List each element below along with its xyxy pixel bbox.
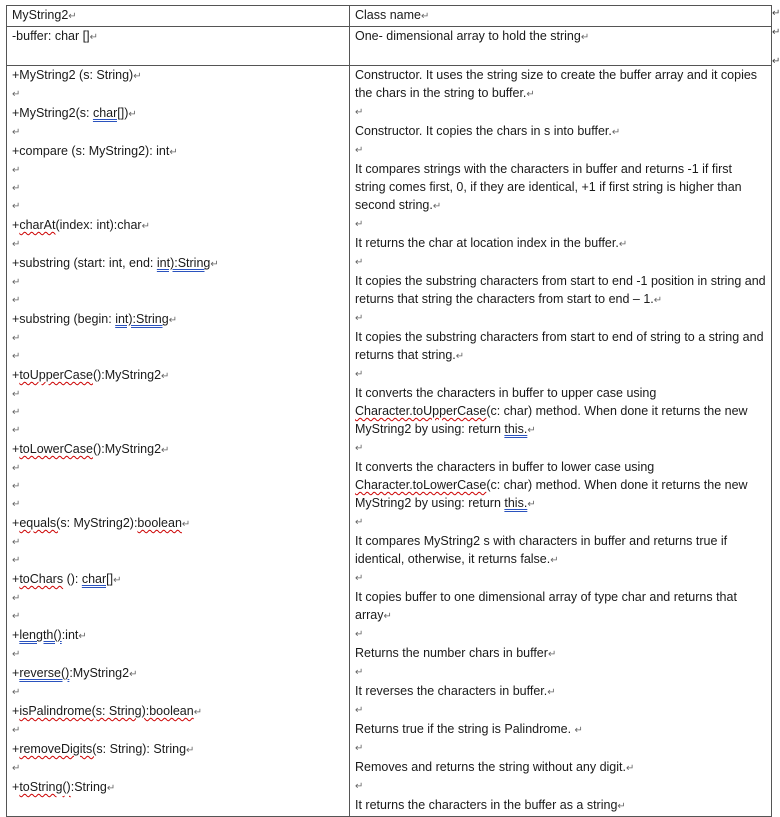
class-title: MyString2 xyxy=(12,8,69,22)
method-description: Constructor. It copies the chars in s into buffer.↵ xyxy=(355,124,621,138)
method-description: It returns the characters in the buffer as a string↵ xyxy=(355,798,626,812)
header-row xyxy=(7,6,772,27)
field-desc-cell: One- dimensional array to hold the string↵ xyxy=(350,27,772,66)
method-description: It copies the substring characters from start to end -1 position in string and returns that string the characters from start to end – 1.↵ xyxy=(355,274,766,306)
field-description: One- dimensional array to hold the string xyxy=(355,29,581,43)
methods-signatures-cell: +MyString2 (s: String)↵ ↵ +MyString2(s: char[])↵ ↵ +compare (s: MyString2): int↵ ↵ ↵ ↵ +charAt(index: int):char↵ ↵ +substring (start: int, end: int):String↵ ↵ ↵ +substring (begin: int):String↵ ↵ ↵ +toUpperCase():MyString2↵ ↵ ↵ ↵ +toLowerCase():MyString2↵ ↵ ↵ ↵ +equals(s: MyString2):boolean↵ ↵ ↵ +toChars (): char[]↵ ↵ ↵ +length():int↵ ↵ +reverse():MyString2↵ ↵ +isPalindrome(s: String):boolean↵ ↵ +removeDigits(s: String): String↵ ↵ +toString():String↵ xyxy=(7,66,350,817)
method-description: It converts the characters in buffer to lower case using Character.toLowerCase(c: char) method. When done it returns the new MyString2 by using: return this.↵ xyxy=(355,460,748,510)
column-title: Class name xyxy=(355,8,421,22)
methods-row xyxy=(7,66,772,817)
method-description: Constructor. It uses the string size to create the buffer array and it copies the chars in the string to buffer.↵ xyxy=(355,68,758,100)
method-description: It converts the characters in buffer to upper case using Character.toUpperCase(c: char) method. When done it returns the new MyString2 by using: return this.↵ xyxy=(355,386,748,436)
methods-descriptions-cell: Constructor. It uses the string size to create the buffer array and it copies the chars in the string to buffer.↵ ↵ Constructor. It copies the chars in s into buffer.↵ ↵ It compares strings with the characters in buffer and returns -1 if first string comes first, 0, if they are identical, +1 if first string is higher than second string.↵ ↵ It returns the char at location index in the buffer.↵ ↵ It copies the substring characters from start to end -1 position in string and returns that string the characters from start to end – 1.↵ ↵ It copies the substring characters from start to end of string to a string and returns that string.↵ ↵ It converts the characters in buffer to upper case using Character.toUpperCase(c: char) method. When done it returns the new MyString2 by using: return this.↵ ↵ It converts the characters in buffer to lower case using Character.toLowerCase(c: char) method. When done it returns the new MyString2 by using: return this.↵ ↵ It compares MyString2 s with characters in buffer and returns true if identical, otherwise, it returns false.↵ ↵ It copies buffer to one dimensional array of type char and returns that array↵ ↵ Returns the number chars in buffer↵ ↵ It reverses the characters in buffer.↵ ↵ Returns true if the string is Palindrome. ↵ ↵ Removes and returns the string without any digit.↵ ↵ It returns the characters in the buffer as a string↵ xyxy=(350,66,772,817)
field-row xyxy=(7,27,772,66)
method-description: It compares strings with the characters in buffer and returns -1 if first string comes first, 0, if they are identical, +1 if first string is higher than second string.↵ xyxy=(355,162,742,212)
row-end-mark: ↵ xyxy=(772,27,780,38)
method-signature: +length():int↵ xyxy=(12,628,87,642)
method-signature: +toLowerCase():MyString2↵ xyxy=(12,442,170,456)
method-signature: +toChars (): char[]↵ xyxy=(12,572,122,586)
method-description: Removes and returns the string without any digit.↵ xyxy=(355,760,635,774)
method-signature: +compare (s: MyString2): int↵ xyxy=(12,144,178,158)
method-signature: +reverse():MyString2↵ xyxy=(12,666,138,680)
method-description: It reverses the characters in buffer.↵ xyxy=(355,684,556,698)
row-end-mark: ↵ xyxy=(772,56,780,67)
method-description: It copies buffer to one dimensional array of type char and returns that array↵ xyxy=(355,590,737,622)
method-description: Returns true if the string is Palindrome. ↵ xyxy=(355,722,583,736)
method-signature: +equals(s: MyString2):boolean↵ xyxy=(12,516,191,530)
method-description: It compares MyString2 s with characters in buffer and returns true if identical, otherwise, it returns false.↵ xyxy=(355,534,728,566)
method-signature: +charAt(index: int):char↵ xyxy=(12,218,150,232)
method-description: It copies the substring characters from start to end of string to a string and returns that string.↵ xyxy=(355,330,764,362)
method-signature: +substring (start: int, end: int):String↵ xyxy=(12,256,219,270)
uml-class-table xyxy=(6,5,772,817)
method-signature: +removeDigits(s: String): String↵ xyxy=(12,742,195,756)
method-description: Returns the number chars in buffer↵ xyxy=(355,646,557,660)
method-signature: +MyString2(s: char[])↵ xyxy=(12,106,137,120)
column-title-cell: Class name↵ xyxy=(350,6,772,27)
method-signature: +toString():String↵ xyxy=(12,780,116,794)
row-end-mark: ↵ xyxy=(772,8,780,19)
method-signature: +MyString2 (s: String)↵ xyxy=(12,68,142,82)
method-signature: +toUpperCase():MyString2↵ xyxy=(12,368,170,382)
method-description: It returns the char at location index in the buffer.↵ xyxy=(355,236,628,250)
method-signature: +isPalindrome(s: String):boolean↵ xyxy=(12,704,203,718)
method-signature: +substring (begin: int):String↵ xyxy=(12,312,178,326)
class-title-cell: MyString2↵ xyxy=(7,6,350,27)
field-signature: -buffer: char [] xyxy=(12,29,90,43)
field-cell: -buffer: char []↵ xyxy=(7,27,350,66)
